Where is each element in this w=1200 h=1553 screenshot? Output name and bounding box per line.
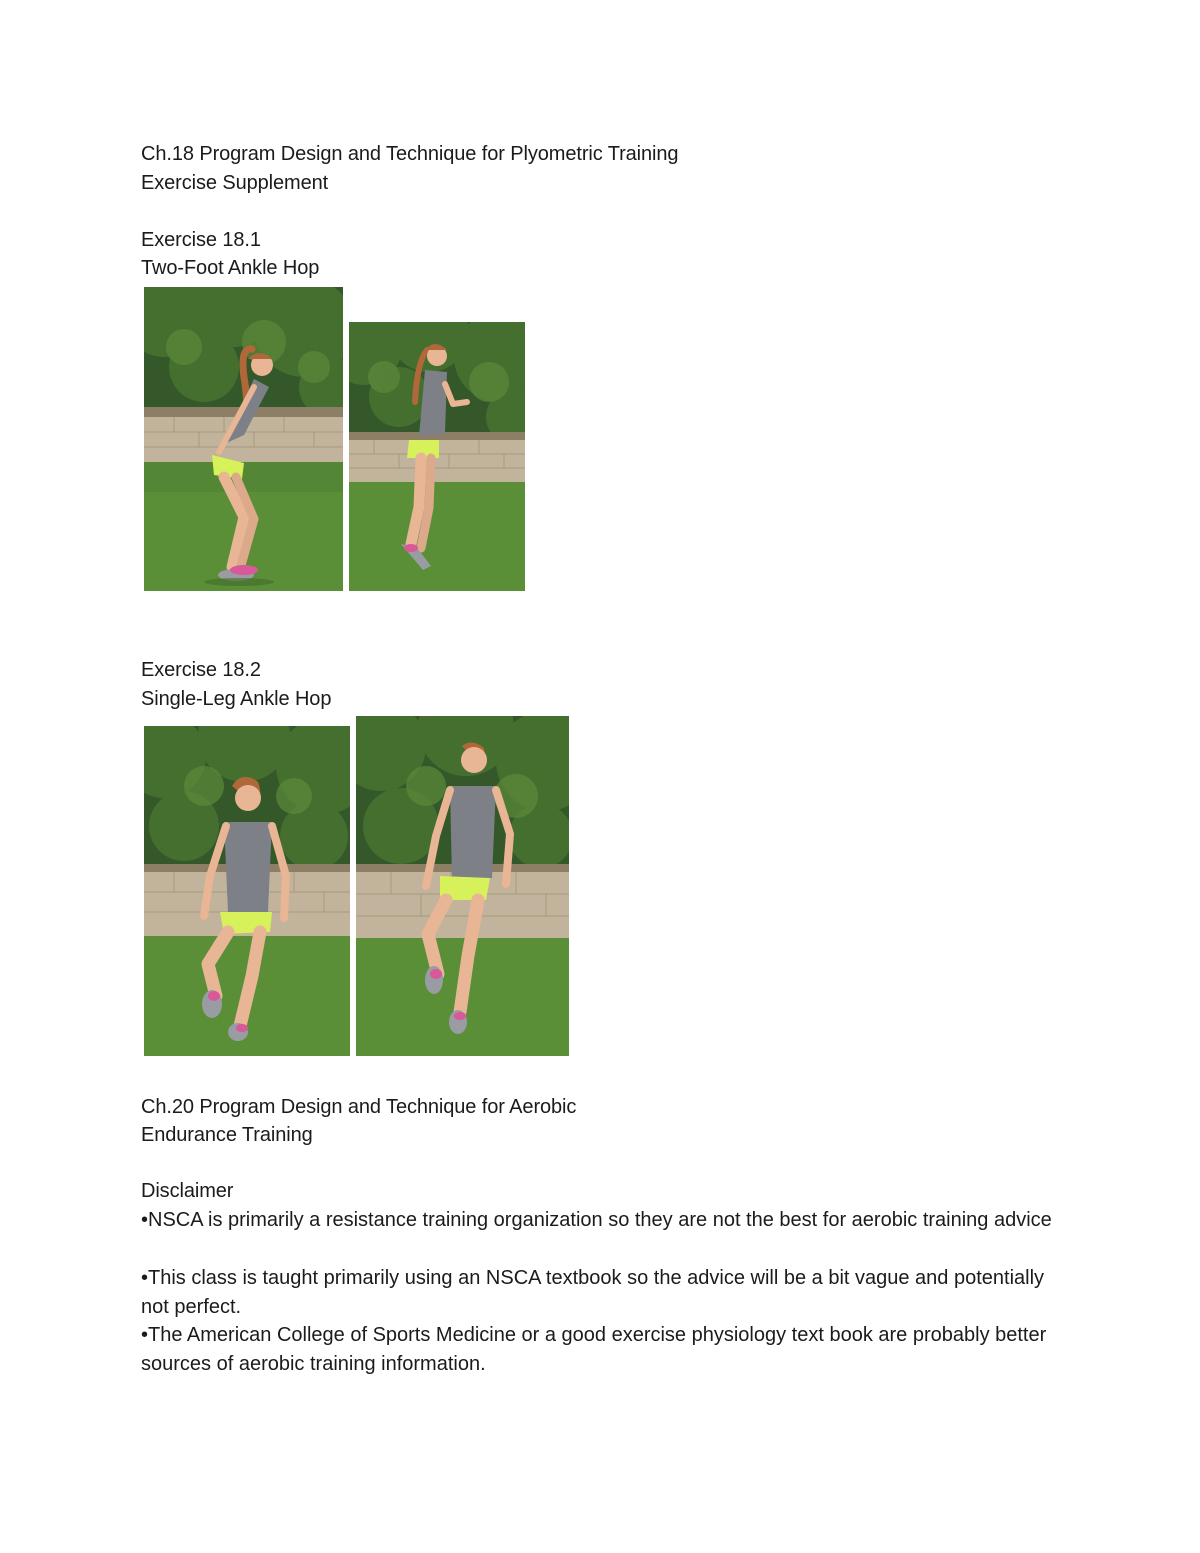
chapter-title: Ch.20 Program Design and Technique for Aerobic xyxy=(141,1096,577,1118)
single-leg-hop-landing-photo xyxy=(144,726,350,1056)
exercise-number: Exercise 18.2 xyxy=(141,659,261,681)
disclaimer-item: •This class is taught primarily using an NSCA textbook so the advice will be a bit vague and potentially not perfect. xyxy=(141,1267,1045,1318)
chapter-title-continued: Endurance Training xyxy=(141,1124,313,1146)
exercise-name: Two-Foot Ankle Hop xyxy=(141,257,320,279)
single-leg-hop-airborne-photo xyxy=(356,716,569,1056)
two-foot-hop-crouch-photo xyxy=(144,287,343,591)
exercise-number: Exercise 18.1 xyxy=(141,229,261,251)
chapter-title: Ch.18 Program Design and Technique for Plyometric Training xyxy=(141,143,679,165)
disclaimer-heading: Disclaimer xyxy=(141,1180,234,1202)
exercise-name: Single-Leg Ankle Hop xyxy=(141,688,332,710)
disclaimer-item: •NSCA is primarily a resistance training organization so they are not the best for aerobic training advice xyxy=(141,1209,1052,1231)
disclaimer-item: •The American College of Sports Medicine or a good exercise physiology text book are probably better sources of aerobic training information. xyxy=(141,1324,1047,1375)
chapter-subtitle: Exercise Supplement xyxy=(141,172,329,194)
two-foot-hop-airborne-photo xyxy=(349,322,525,591)
